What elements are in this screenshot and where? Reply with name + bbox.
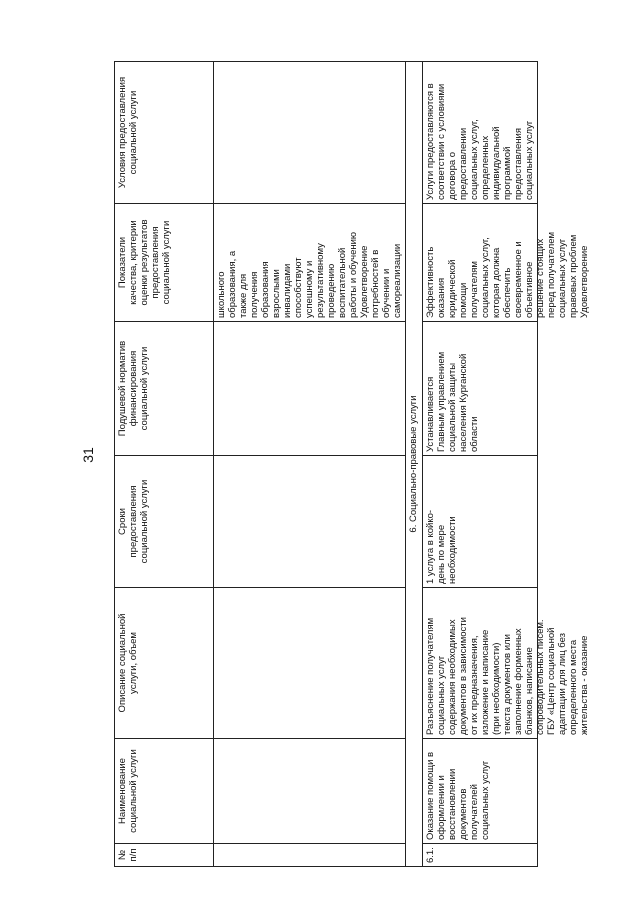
- services-table: [114, 61, 590, 867]
- header-row: [115, 62, 214, 867]
- header-indicators: Показатели качества, критерии оценки результатов предоставления социальной услуги: [115, 204, 214, 322]
- cell-indicators: школьного образования, а также для получения образования взрослыми инвалидами способствуют успешному и результативному проведению воспитательной работы и обучению Удовлетворение потребностей в обучении и самореализации: [214, 204, 406, 322]
- table-row: [423, 62, 538, 867]
- cell-indicators: [423, 204, 590, 322]
- cell-name: Оказание помощи в оформлении и восстановлении документов получателей социальных услуг: [423, 739, 538, 844]
- cell-indicators-text: Эффективность оказания юридической помощи получателям социальных услуг, которая должна обеспечить своевременное и объективное решение стоящих перед получателем социальных услуг правовых проблем Удовлетворение: [425, 231, 590, 318]
- cell-norm: Устанавливается Главным управлением социальной защиты населения Курганской области: [423, 322, 538, 456]
- header-num: № п/п: [115, 844, 214, 867]
- cell-terms: [214, 456, 406, 588]
- header-name: Наименование социальной услуги: [115, 739, 214, 844]
- section-row: [406, 62, 423, 867]
- cell-conditions: [214, 62, 406, 204]
- header-terms: Сроки предоставления социальной услуги: [115, 456, 214, 588]
- section-title: 6. Социально-правовые услуги: [406, 62, 423, 867]
- page-number: 31: [80, 447, 96, 463]
- cell-description: [214, 588, 406, 739]
- rotated-table-wrapper: [114, 62, 590, 867]
- cell-description: [423, 588, 590, 739]
- cell-name: [214, 739, 406, 844]
- cell-description-text: Разъяснение получателям социальных услуг содержания необходимых документов в зависимости от их предназначения, изложение и написание (при необходимости) текста документов или заполнение форменных бланков, написание сопроводительных писем. ГБУ «Центр социальной адаптации для лиц без определенного места жительства - оказание: [425, 617, 590, 735]
- header-conditions: Условия предоставления социальной услуги: [115, 62, 214, 204]
- cell-norm: [214, 322, 406, 456]
- header-norm: Подушевой норматив финансирования социальной услуги: [115, 322, 214, 456]
- header-description: Описание социальной услуги, объем: [115, 588, 214, 739]
- cell-conditions: Услуги предоставляются в соответствии с условиями договора о предоставлении социальных услуг, определенных индивидуальной программой предоставления социальных услуг: [423, 62, 538, 204]
- cell-num: 6.1.: [423, 844, 538, 867]
- cell-num: [214, 844, 406, 867]
- cell-terms: 1 услуга в койко- день по мере необходимости: [423, 456, 538, 588]
- continuation-row: [214, 62, 406, 867]
- table-stage: [114, 62, 590, 867]
